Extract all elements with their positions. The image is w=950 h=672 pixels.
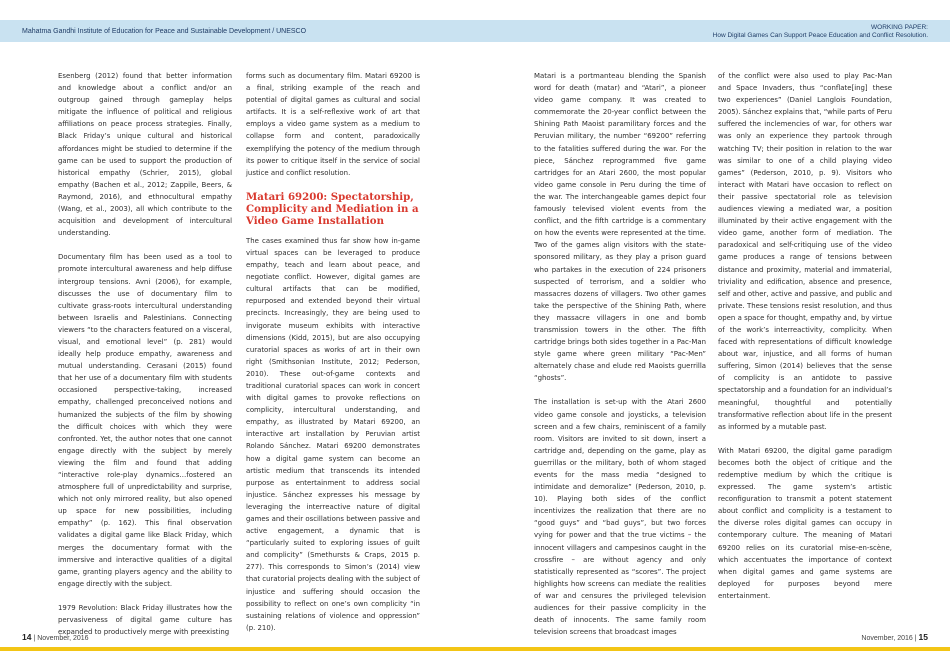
header-paper-info: [713, 24, 928, 40]
paragraph: forms such as documentary film. Matari 69200 is a final, striking example of the reach and potential of digital games as cultural and social artifacts. It is a self-reflexive work of art that employs a video game system as a medium to collapse form and content, paradoxically exemplifying the potency of the medium through its power to critique itself in the service of social justice and conflict resolution.: [246, 72, 420, 177]
right-page-column-2: [718, 70, 892, 602]
page-number-left: 14: [22, 632, 32, 642]
page-number-right: 15: [918, 632, 928, 642]
paragraph: of the conflict were also used to play Pac-Man and Space Invaders, thus “conflate[ing] these two experiences” (Daniel Langlois Foundation, 2005). Sánchez explains that, “while parts of Peru suffered the inclemencies of war, for others war was only an experience they partook through watching TV; their position in relation to the war was similar to one of a child playing video games” (Pederson, 2010, p. 9). Visitors who interact with Matari have occasion to reflect on their passive spectatorial role as television audiences viewing a mediated war, a position illuminated by their active engagement with the video game, another form of mediation. The paradoxical and self-critiquing use of the video game produces a range of tensions between distance and proximity, material and immaterial, triviality and edification, absence and presence, self and other, active and passive, and public and private. These tensions resist resolution, and thus open a space for thought, empathy and, by virtue of the work’s interreactivity, complicity. When faced with representations of difficult knowledge about war, injustice, and all forms of human suffering, Simon (2014) believes that the sense of complicity is an antidote to passive spectatorship and a foundation for an individual’s meaningful, thoughtful and potentially transformative reflection about life in the present as informed by a mutable past.: [718, 72, 892, 431]
paragraph: Esenberg (2012) found that better information and knowledge about a conflict and/or an outgroup gained through gameplay helps mitigate the influence of political and religious affiliations on peace process strategies. Finally, Black Friday’s unique cultural and historical affordances might be studied to determine if the game can be used to support the production of historical empathy (Schrier, 2015), global empathy (Bachen et al., 2012; Zappile, Beers, & Raymond, 2016), and ethnocultural empathy (Wang, et al., 2003), all which contribute to the acquisition and development of intercultural understanding.: [58, 72, 232, 238]
footer-separator: |: [33, 635, 36, 642]
left-page-column-2: [246, 70, 420, 634]
footer-separator: |: [914, 635, 917, 642]
paragraph: The cases examined thus far show how in-game virtual spaces can be leveraged to produce empathy, teach and learn about peace, and negotiate conflict. However, digital games are cultural artifacts that can be modified, repurposed and extended beyond their virtual precincts. Increasingly, they are being used to invigorate museum exhibits with interactive dimensions (Kidd, 2015), but are also occupying curatorial spaces as works of art in their own right (Smithsonian Institute, 2012; Pederson, 2010). These out-of-game contexts and traditional curatorial spaces can work in concert with digital games to provoke reflections on complicity, intercultural understanding, and empathy, as illustrated by Matari 69200, an interactive art installation by Peruvian artist Rolando Sánchez. Matari 69200 demonstrates how a digital game system can become an artistic medium that transcends its intended purpose as entertainment to address social injustice. Sánchez expresses his message by leveraging the interreactive nature of digital games and their oscillations between passive and active engagement, a dynamic that is “particularly suited to exploring issues of guilt and complicity” (Smethursts & Craps, 2015 p. 277). This corresponds to Simon’s (2014) view that curatorial projects dealing with the subject of injustice and suffering should occasion the possibility to reflect on one’s own complicity “in sustaining relations of violence and oppression” (p. 210).: [246, 236, 420, 632]
paragraph: Matari is a portmanteau blending the Spanish word for death (matar) and “Atari”, a pioneer video game company. It was created to commemorate the 20-year conflict between the Shining Path Maoist paramilitary forces and the Peruvian military, the number “69200” referring to the fatalities suffered during the war. For the piece, Sánchez reprogrammed five game cartridges for an Atari 2600, the most popular video game console in Peru during the time of the war. The interchangeable games depict four famously televised violent events from the conflict, and the fifth cartridge is a commentary on how the events were represented at the time. Two of the games align visitors with the state-sponsored military, as they play a prison guard who partakes in the execution of 224 prisoners suspected of terrorism, and a soldier who massacres dozens of villagers. Two other games take the perspective of the Shining Path, where they massacre villagers in one and bomb transmission towers in the other. The fifth cartridge brings both sides together in a Pac-Man style game where green military “Pac-Men” alternately chase and elude red Maoists guerrilla “ghosts”.: [534, 72, 706, 383]
paragraph: The installation is set-up with the Atari 2600 video game console and joysticks, a television screen and a few chairs, reminiscent of a family room. Visitors are invited to sit down, insert a cartridge and, depending on the game, play as guerrillas or the military, both of whom staged events for the mass media “designed to intimidate and demoralize” (Pederson, 2010, p. 10). Playing both sides of the conflict incentivizes the realization that there are no “good guys” and “bad guys”, but two forces vying for power and that the true victims – the innocent villagers and campesinos caught in the crossfire – are without agency and only statistically represented as “scores”. The project highlights how screens can mediate the realities of war and censures the privileged television audiences for their passive complicity in the death of innocents. The same family room television screens that broadcast images: [534, 398, 706, 637]
header-institute: Mahatma Gandhi Institute of Education for Peace and Sustainable Development / UNESCO: [22, 28, 307, 35]
footer-date: November, 2016: [37, 635, 89, 642]
paragraph: With Matari 69200, the digital game paradigm becomes both the object of critique and the redemptive medium by which the critique is expressed. The game system’s artistic reconfiguration to transmit a potent statement about conflict and complicity is a testament to the diverse roles digital games can occupy in contemporary culture. The meaning of Matari 69200 relies on its curatorial mise-en-scène, which accentuates the importance of context when digital games and game systems are deployed for purposes beyond mere entertainment.: [718, 446, 892, 600]
paragraph: Documentary film has been used as a tool to promote intercultural awareness and help diffuse intergroup tensions. Avni (2006), for example, discusses the use of documentary film to cultivate grass-roots intercultural understanding between Israelis and Palestinians. Connecting viewers “to the characters featured on a visceral, visual, and emotional level” (p. 281) would ideally help produce empathy, awareness and mutual understanding. Cerasani (2015) found that her use of a documentary film with students occasioned perspective-taking, increased empathy, challenged preconceived notions and humanized the subjects of the film by showing the difficult choices with which they were confronted. Yet, the author notes that one cannot engage directly with the subject by merely viewing the film and found that adding “interactive role-play dynamics…fostered an atmosphere full of unpredictability and surprise, which not only mirrored reality, but also opened up space for new possibilities, including empathy” (p. 162). This final observation validates a digital game like Black Friday, which merges the documentary format with the immersive and interactive qualities of a digital game, granting players agency and the ability to engage directly with the subject.: [58, 253, 232, 588]
footer-band: [0, 647, 950, 651]
footer-left: [22, 632, 89, 642]
footer-date: November, 2016: [861, 635, 913, 642]
right-page-column-1: [534, 70, 706, 638]
left-page-column-1: [58, 70, 232, 638]
header-paper-title: How Digital Games Can Support Peace Education and Conflict Resolution.: [712, 32, 928, 39]
paragraph: 1979 Revolution: Black Friday illustrates how the pervasiveness of digital game culture has expanded to productively merge with preexisting: [58, 603, 232, 637]
section-heading: Matari 69200: Spectatorship, Complicity and Mediation in a Video Game Installation: [246, 190, 419, 227]
header-working-paper-label: WORKING PAPER:: [871, 24, 928, 31]
footer-right: [861, 632, 928, 642]
